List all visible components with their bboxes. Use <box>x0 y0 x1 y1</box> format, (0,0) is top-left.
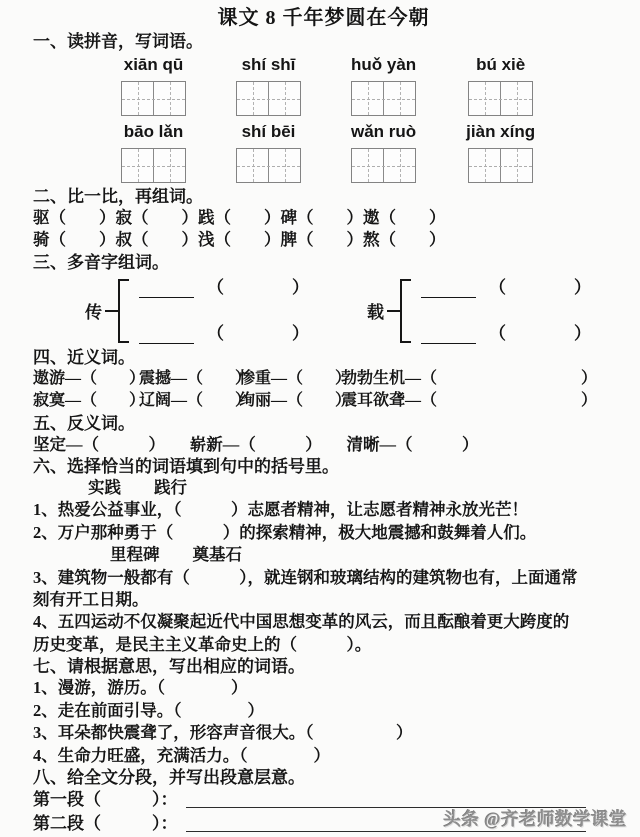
definition-item: 2、走在前面引导。（ ） <box>33 700 264 720</box>
polyphone-answers <box>139 278 309 344</box>
definition-item: 4、生命力旺盛，充满活力。（ ） <box>33 745 330 765</box>
pinyin-column <box>351 52 416 186</box>
answer-parentheses: （ ） <box>207 323 309 343</box>
synonym-row <box>33 368 614 390</box>
compare-words-row: 骑（ ）叔（ ）浅（ ）脾（ ）熬（ ） <box>33 230 446 250</box>
writing-box <box>468 81 533 116</box>
grid-cell <box>352 82 383 115</box>
synonym-item: 辽阔—（ ） <box>139 392 252 410</box>
pinyin-label: xiān qū <box>123 55 184 74</box>
bracket-icon <box>118 279 129 343</box>
fill-in-sentence: 2、万户那种勇于（ ）的探索精神，极大地震撼和鼓舞着人们。 <box>33 522 537 542</box>
polyphone-group <box>367 278 591 344</box>
polyphone-char: 载 <box>367 303 384 323</box>
antonym-row: 坚定—（ ） 崭新—（ ） 清晰—（ ） <box>33 434 479 454</box>
paragraph-label: 第一段（ ）： <box>33 789 178 809</box>
section-4-heading: 四、近义词。 <box>33 347 135 367</box>
grid-cell <box>500 149 532 182</box>
section-2-heading: 二、比一比，再组词。 <box>33 187 203 206</box>
writing-box <box>468 148 533 183</box>
pinyin-label: shí shī <box>241 55 296 74</box>
writing-box <box>121 81 186 116</box>
answer-row <box>421 324 591 344</box>
word-bank: 里程碑 奠基石 <box>110 545 242 565</box>
pinyin-label: shí bēi <box>241 122 296 141</box>
pinyin-label: huǒ yàn <box>351 55 417 74</box>
grid-cell <box>153 149 185 182</box>
answer-blank-line <box>139 283 194 298</box>
synonym-item: 遨游—（ ） <box>33 369 146 387</box>
synonym-item: 勃勃生机—（ ） <box>341 369 598 387</box>
grid-cell <box>268 149 300 182</box>
answer-blank-line <box>421 329 476 344</box>
synonym-row <box>33 390 614 412</box>
writing-box <box>236 81 301 116</box>
answer-blank-line <box>421 283 476 298</box>
answer-row <box>139 278 309 298</box>
word-bank: 实践 践行 <box>88 478 187 498</box>
pinyin-column <box>466 52 535 186</box>
pinyin-column <box>121 52 186 186</box>
grid-cell <box>122 149 153 182</box>
writing-box <box>351 81 416 116</box>
grid-cell <box>122 82 153 115</box>
definition-item: 1、漫游，游历。（ ） <box>33 678 248 698</box>
fill-in-sentence: 4、五四运动不仅凝聚起近代中国思想变革的风云，而且酝酿着更大跨度的 <box>33 612 570 632</box>
connector-line <box>387 310 400 312</box>
grid-cell <box>352 149 383 182</box>
fill-in-sentence: 1、热爱公益事业，（ ）志愿者精神，让志愿者精神永放光芒！ <box>33 500 528 520</box>
pinyin-label: bāo lǎn <box>123 122 184 141</box>
synonym-item: 惨重—（ ） <box>239 369 352 387</box>
polyphone-group <box>85 278 309 344</box>
section-5-heading: 五、反义词。 <box>33 413 135 433</box>
section-8-heading: 八、给全文分段，并写出段意层意。 <box>33 767 305 787</box>
grid-cell <box>237 149 268 182</box>
definition-item: 3、耳朵都快震聋了，形容声音很大。（ ） <box>33 723 413 743</box>
answer-parentheses: （ ） <box>489 323 591 343</box>
grid-cell <box>469 82 500 115</box>
section-1-heading: 一、读拼音，写词语。 <box>33 32 203 51</box>
section-3-heading: 三、多音字组词。 <box>33 252 169 272</box>
section-7-heading: 七、请根据意思，写出相应的词语。 <box>33 657 305 677</box>
pinyin-label: wǎn ruò <box>351 122 417 141</box>
synonym-item: 震撼—（ ） <box>139 369 252 387</box>
synonym-item: 震耳欲聋—（ ） <box>341 392 598 410</box>
pinyin-writing-grid <box>121 52 614 186</box>
polyphone-char: 传 <box>85 303 102 323</box>
grid-cell <box>383 82 415 115</box>
pinyin-label: jiàn xíng <box>466 122 536 141</box>
grid-cell <box>500 82 532 115</box>
pinyin-label: bú xiè <box>476 55 526 74</box>
fill-in-sentence: 历史变革，是民主主义革命史上的（ ）。 <box>33 634 372 654</box>
fill-in-sentence: 3、建筑物一般都有（ ），就连钢和玻璃结构的建筑物也有，上面通常 <box>33 567 578 587</box>
page-title: 课文 8 千年梦圆在今朝 <box>217 7 430 29</box>
grid-cell <box>268 82 300 115</box>
polyphone-section <box>85 278 614 344</box>
section-6-heading: 六、选择恰当的词语填到句中的括号里。 <box>33 457 339 477</box>
paragraph-label: 第二段（ ）： <box>33 813 178 833</box>
answer-parentheses: （ ） <box>207 277 309 297</box>
answer-row <box>139 324 309 344</box>
bracket-icon <box>400 279 411 343</box>
watermark: 头条 @齐老师数学课堂 <box>443 809 627 829</box>
grid-cell <box>237 82 268 115</box>
answer-row <box>421 278 591 298</box>
writing-box <box>351 148 416 183</box>
writing-box <box>121 148 186 183</box>
synonym-item: 寂寞—（ ） <box>33 392 146 410</box>
compare-words-row: 驱（ ）寂（ ）践（ ）碑（ ）遨（ ） <box>33 208 446 227</box>
synonym-item: 绚丽—（ ） <box>239 392 352 410</box>
answer-blank-line <box>139 329 194 344</box>
grid-cell <box>153 82 185 115</box>
connector-line <box>105 310 118 312</box>
polyphone-answers <box>421 278 591 344</box>
grid-cell <box>383 149 415 182</box>
writing-box <box>236 148 301 183</box>
answer-parentheses: （ ） <box>489 277 591 297</box>
fill-in-sentence: 刻有开工日期。 <box>33 590 149 610</box>
pinyin-column <box>236 52 301 186</box>
grid-cell <box>469 149 500 182</box>
